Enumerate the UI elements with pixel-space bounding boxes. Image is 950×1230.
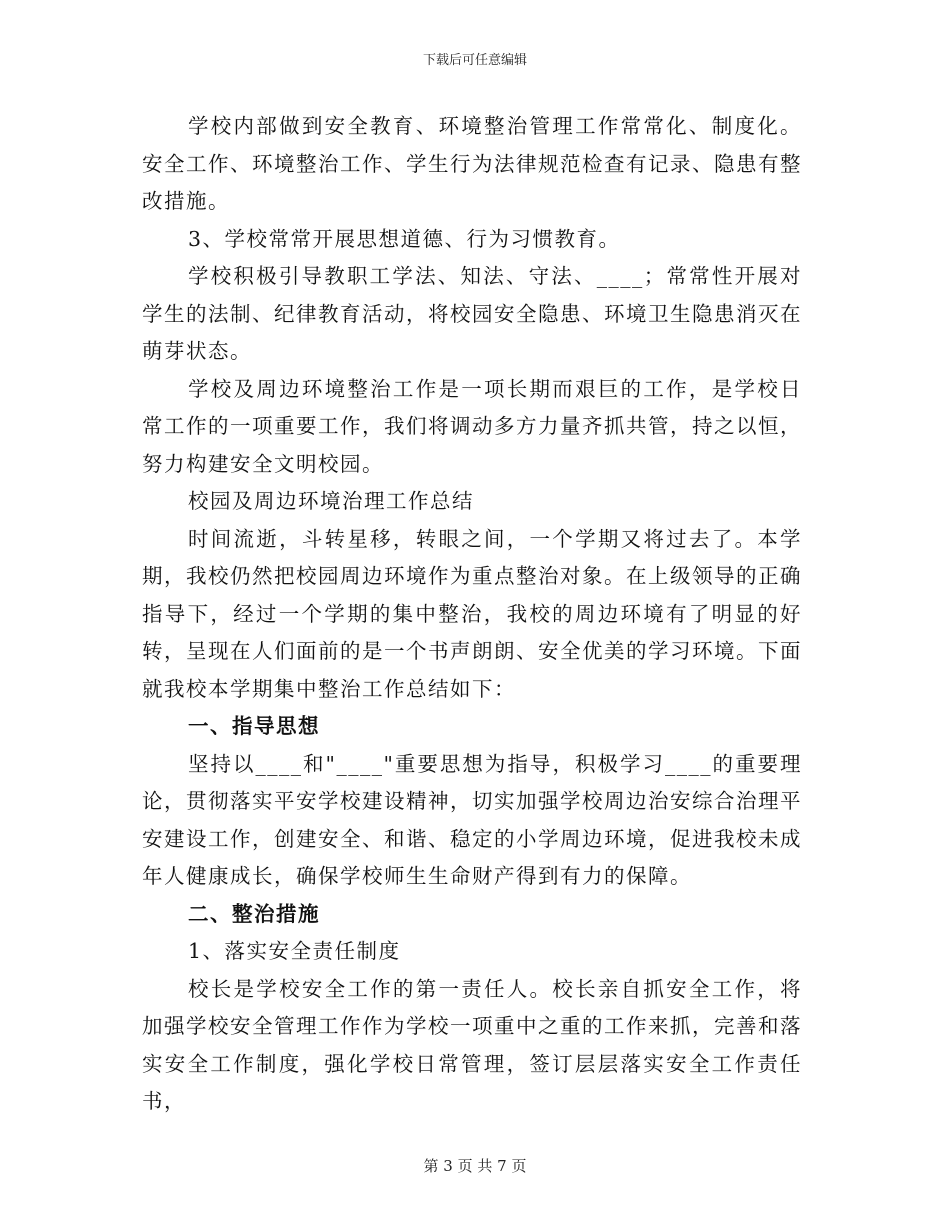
paragraph-guiding-ideology: 坚持以____和"____"重要思想为指导，积极学习____的重要理论，贯彻落实平安学校建设精神，切实加强学校周边治安综合治理平安建设工作，创建安全、和谐、稳定的小学周边环境，促进我校未成年人健康成长，确保学校师生生命财产得到有力的保障。 xyxy=(142,751,802,888)
paragraph-moral-education-heading: 3、学校常常开展思想道德、行为习惯教育。 xyxy=(188,226,621,251)
section-heading-guiding-ideology: 一、指导思想 xyxy=(188,714,320,738)
document-title: 校园及周边环境治理工作总结 xyxy=(188,489,474,513)
paragraph-safety-routine: 学校内部做到安全教育、环境整治管理工作常常化、制度化。安全工作、环境整治工作、学生行为法律规范检查有记录、隐患有整改措施。 xyxy=(142,114,802,213)
section-heading-measures: 二、整治措施 xyxy=(188,901,320,926)
document-body xyxy=(142,108,802,1121)
paragraph-principal-responsibility: 校长是学校安全工作的第一责任人。校长亲自抓安全工作，将加强学校安全管理工作作为学校一项重中之重的工作来抓，完善和落实安全工作制度，强化学校日常管理，签订层层落实安全工作责任书， xyxy=(142,976,802,1113)
page-footer: 第 3 页 共 7 页 xyxy=(423,1157,527,1175)
paragraph-introduction: 时间流逝，斗转星移，转眼之间，一个学期又将过去了。本学期，我校仍然把校园周边环境作为重点整治对象。在上级领导的正确指导下，经过一个学期的集中整治，我校的周边环境有了明显的好转，呈现在人们面前的是一个书声朗朗、安全优美的学习环境。下面就我校本学期集中整治工作总结如下： xyxy=(142,526,802,701)
subheading-responsibility-system: 1、落实安全责任制度 xyxy=(188,939,401,963)
paragraph-long-term-work: 学校及周边环境整治工作是一项长期而艰巨的工作，是学校日常工作的一项重要工作，我们将调动多方力量齐抓共管，持之以恒，努力构建安全文明校园。 xyxy=(142,376,802,476)
paragraph-law-education: 学校积极引导教职工学法、知法、守法、____；常常性开展对学生的法制、纪律教育活动，将校园安全隐患、环境卫生隐患消灭在萌芽状态。 xyxy=(142,264,802,363)
page-header: 下载后可任意编辑 xyxy=(422,53,527,68)
